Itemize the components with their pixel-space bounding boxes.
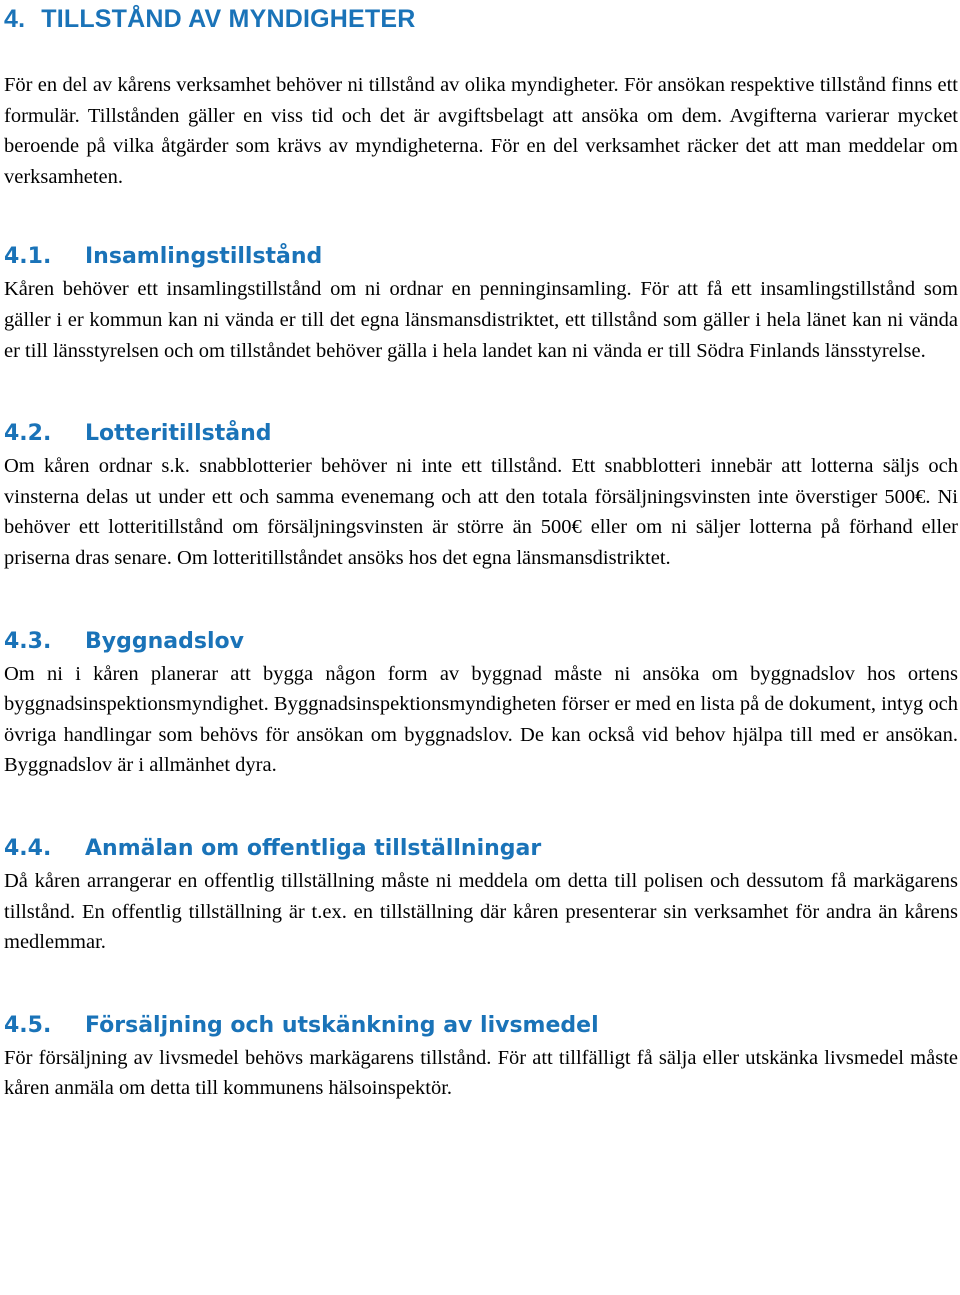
section-title: Insamlingstillstånd [85,244,323,270]
section-number: 4.1. [4,244,52,270]
section-body: Om kåren ordnar s.k. snabblotterier behöver ni inte ett tillstånd. Ett snabblotteri innebär att lotterna säljs och vinsterna delas ut under ett och samma evenemang och att den totala försäljningsvinsten inte överstiger 500€. Ni behöver ett lotteritillstånd om försäljningsvinsten är större än 500€ eller om ni säljer lotterna på förhand eller priserna dras senare. Om lotteritillståndet ansöks hos det egna länsmansdistriktet. [4,455,958,569]
chapter-title: TILLSTÅND AV MYNDIGHETER [41,5,416,33]
section-heading [4,1012,958,1040]
section-body: Kåren behöver ett insamlingstillstånd om ni ordnar en penninginsamling. För att få ett insamlingstillstånd som gäller i er kommun kan ni vända er till det egna länsmansdistriktet, ett tillstånd som gäller i hela länet kan ni vända er till länsstyrelsen och om tillståndet behöver gälla i hela landet kan ni vända er till Södra Finlands länsstyrelse. [4,278,958,362]
section-title: Byggnadslov [85,628,244,654]
chapter-number: 4. [4,5,26,33]
section-number: 4.2. [4,421,52,447]
section-body: Om ni i kåren planerar att bygga någon form av byggnad måste ni ansöka om byggnadslov hos ortens byggnadsinspektionsmyndighet. Byggnadsinspektionsmyndigheten förser er med en lista på de dokument, intyg och övriga handlingar som behövs för ansökan om byggnadslov. De kan också vid behov hjälpa till med er ansökan. Byggnadslov är i allmänhet dyra. [4,662,958,777]
section-body: För försäljning av livsmedel behövs markägarens tillstånd. För att tillfälligt få sälja eller utskänka livsmedel måste kåren anmäla om detta till kommunens hälsoinspektör. [4,1046,958,1100]
section-title: Försäljning och utskänkning av livsmedel [85,1012,599,1038]
section-number: 4.5. [4,1012,52,1038]
section-forsaljning-livsmedel [4,1012,958,1104]
section-heading [4,243,958,271]
section-insamlingstillstand [4,243,958,366]
section-heading [4,835,958,863]
section-title: Anmälan om offentliga tillställningar [85,835,542,861]
document-page [4,0,958,1104]
section-lotteritillstand [4,420,958,573]
section-heading [4,420,958,448]
intro-paragraph: För en del av kårens verksamhet behöver ni tillstånd av olika myndigheter. För ansökan respektive tillstånd finns ett formulär. Tillstånden gäller en viss tid och det är avgiftsbelagt att ansöka om dem. Avgifterna varierar mycket beroende på vilka åtgärder som krävs av myndigheterna. För en del verksamhet räcker det att man meddelar om verksamheten. [4,74,958,188]
section-byggnadslov [4,628,958,781]
section-heading [4,628,958,656]
section-number: 4.3. [4,628,52,654]
chapter-heading [4,4,958,34]
section-title: Lotteritillstånd [85,421,272,447]
section-body: Då kåren arrangerar en offentlig tillställning måste ni meddela om detta till polisen och dessutom få markägarens tillstånd. En offentlig tillställning är t.ex. en tillställning där kåren presenterar sin verksamhet för andra än kårens medlemmar. [4,869,958,954]
section-number: 4.4. [4,835,52,861]
section-anmalan-offentliga-tillstallningar [4,835,958,958]
